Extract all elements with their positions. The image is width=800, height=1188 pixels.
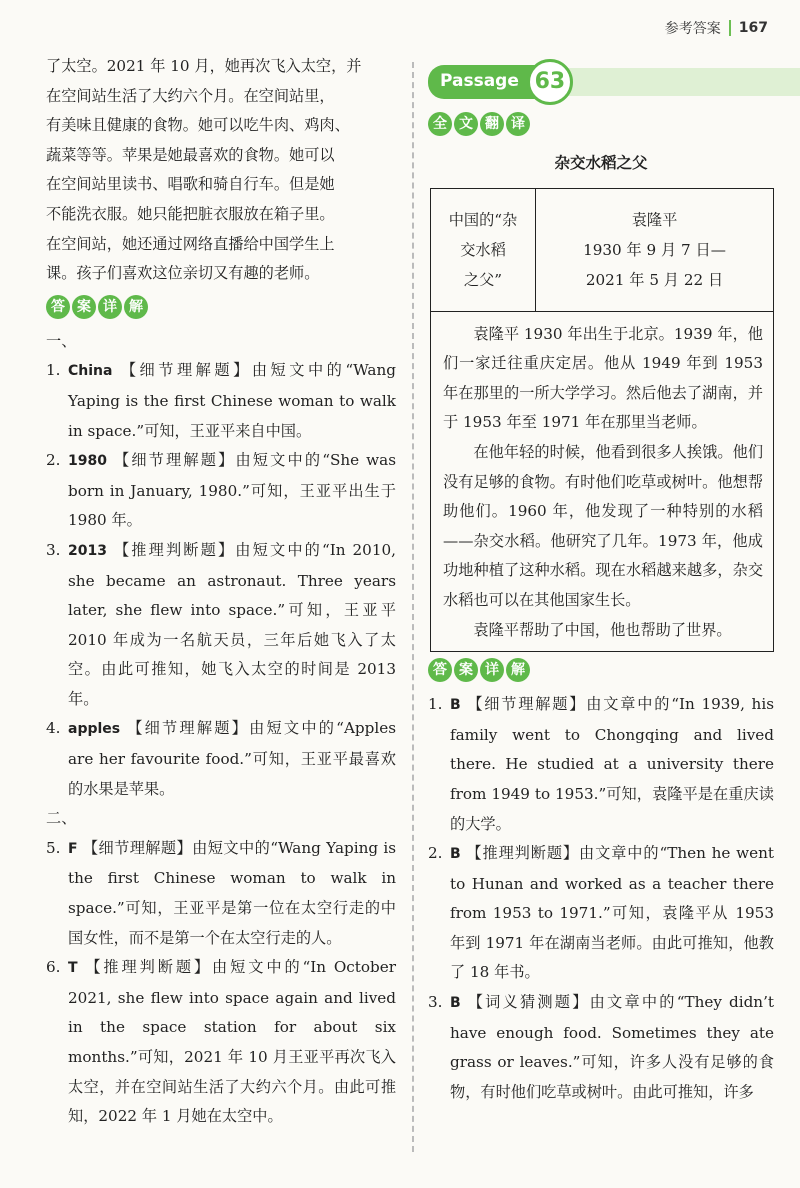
header-divider	[729, 20, 731, 36]
box-header-left	[431, 189, 536, 311]
tag-char: 解	[506, 658, 530, 682]
box-left-line: 交水稻	[460, 240, 506, 259]
part-heading: 一、	[46, 331, 77, 350]
translation-tag	[428, 112, 530, 136]
box-header-right	[536, 189, 773, 311]
tag-char: 答	[428, 658, 452, 682]
item-explanation: 【细节理解题】由短文中的“Apples are her favourite food.”可知，王亚平最喜欢的水果是苹果。	[68, 719, 396, 798]
item-number: 4.	[46, 719, 61, 738]
item-number: 2.	[46, 451, 61, 470]
box-body	[431, 312, 773, 652]
tag-char: 全	[428, 112, 452, 136]
tag-char: 详	[98, 295, 122, 319]
translation-title: 杂交水稻之父	[554, 153, 648, 172]
text-line: 在空间站生活了大约六个月。在空间站里，	[46, 86, 335, 105]
text-line: 在空间站里读书、唱歌和骑自行车。但是她	[46, 175, 335, 194]
answer-item	[46, 714, 396, 804]
tag-char: 案	[454, 658, 478, 682]
passage-number: 63	[527, 59, 573, 105]
item-number: 3.	[46, 540, 61, 559]
item-explanation: 【推理判断题】由短文中的“In October 2021, she flew into space again and lived in the space station for about six months.”可知，2021 年 10 月王亚平再次飞入太空，并在空间站生活了大约六个月。由此可推知，2022 年 1 月她在太空中。	[68, 958, 397, 1126]
item-number: 3.	[428, 993, 443, 1012]
item-answer: 1980	[68, 453, 107, 470]
answer-item	[428, 988, 774, 1107]
answer-explanation-tag	[428, 658, 530, 682]
answer-item	[428, 839, 774, 988]
tag-char: 答	[46, 295, 70, 319]
item-answer: 2013	[68, 542, 107, 559]
part-heading: 二、	[46, 809, 77, 828]
item-explanation: 【细节理解题】由短文中的“Wang Yaping is the first Chinese woman to walk in space.”可知，王亚平来自中国。	[68, 361, 396, 440]
item-number: 6.	[46, 958, 61, 977]
text-line: 蔬菜等等。苹果是她最喜欢的食物。她可以	[46, 145, 335, 164]
item-explanation: 【细节理解题】由短文中的“She was born in January, 1980.”可知，王亚平出生于 1980 年。	[68, 451, 396, 530]
column-divider	[412, 62, 414, 1152]
item-number: 1.	[428, 695, 443, 714]
answer-item	[46, 446, 396, 536]
right-column	[428, 62, 774, 1107]
box-right-line: 1930 年 9 月 7 日—	[583, 240, 726, 259]
tag-char: 翻	[480, 112, 504, 136]
item-answer: China	[68, 363, 113, 380]
left-column	[46, 52, 396, 1132]
text-line: 了太空。2021 年 10 月，她再次飞入太空，并	[46, 57, 362, 75]
text-line: 课。孩子们喜欢这位亲切又有趣的老师。	[46, 264, 320, 283]
item-answer: apples	[68, 721, 121, 738]
text-line: 有美味且健康的食物。她可以吃牛肉、鸡肉、	[46, 116, 350, 135]
text-line: 在空间站，她还通过网络直播给中国学生上	[46, 234, 335, 253]
text-line: 不能洗衣服。她只能把脏衣服放在箱子里。	[46, 204, 335, 223]
item-number: 5.	[46, 838, 61, 857]
tag-char: 详	[480, 658, 504, 682]
passage-label: Passage	[428, 65, 553, 99]
answer-explanation-tag	[46, 295, 148, 319]
answer-item	[46, 356, 396, 446]
passage-banner	[428, 62, 774, 102]
tag-char: 解	[124, 295, 148, 319]
item-answer: B	[450, 995, 461, 1012]
page-header	[665, 18, 768, 38]
paragraph: 袁隆平帮助了中国，他也帮助了世界。	[473, 620, 732, 639]
paragraph: 在他年轻的时候，他看到很多人挨饿。他们没有足够的食物。有时他们吃草或树叶。他想帮助他们。1960 年，他发现了一种特别的水稻——杂交水稻。他研究了几年。1973 年，他成功地种植了这种水稻。现在水稻越来越多，杂交水稻也可以在其他国家生长。	[443, 442, 763, 609]
answer-item	[46, 953, 396, 1132]
item-answer: B	[450, 697, 461, 714]
box-right-line: 2021 年 5 月 22 日	[585, 270, 724, 289]
item-answer: F	[68, 840, 78, 857]
intro-text	[46, 52, 396, 289]
box-left-line: 之父”	[463, 270, 503, 289]
paragraph: 袁隆平 1930 年出生于北京。1939 年，他们一家迁往重庆定居。他从 1949 年到 1953 年在那里的一所大学学习。然后他去了湖南，并于 1953 年至 1971 年在那里当老师。	[443, 324, 763, 432]
box-left-line: 中国的“杂	[448, 210, 518, 229]
page-number: 167	[738, 20, 768, 36]
section-title: 参考答案	[664, 21, 721, 37]
answer-item	[428, 690, 774, 839]
item-explanation: 【词义猜测题】由文章中的“They didn’t have enough food. Sometimes they ate grass or leaves.”可知，许多人没有足够的食物，有时他们吃草或树叶。由此可推知，许多	[450, 993, 775, 1101]
answer-item	[46, 536, 396, 715]
box-right-line: 袁隆平	[631, 210, 678, 229]
item-answer: T	[68, 960, 78, 977]
box-header	[431, 189, 773, 312]
item-explanation: 【推理判断题】由文章中的“Then he went to Hunan and worked as a teacher there from 1953 to 1971.”可知，袁隆平从 1953 年到 1971 年在湖南当老师。由此可推知，他教了 18 年书。	[450, 844, 774, 982]
item-explanation: 【推理判断题】由短文中的“In 2010, she became an astronaut. Three years later, she flew into space.”可知，王亚平 2010 年成为一名航天员，三年后她飞入了太空。由此可推知，她飞入太空的时间是 2013 年。	[68, 540, 396, 708]
tag-char: 译	[506, 112, 530, 136]
answer-item	[46, 834, 396, 953]
item-number: 1.	[46, 361, 61, 380]
tag-char: 案	[72, 295, 96, 319]
item-number: 2.	[428, 844, 443, 863]
item-explanation: 【细节理解题】由短文中的“Wang Yaping is the first Chinese woman to walk in space.”可知，王亚平是第一位在太空行走的中国女性，而不是第一个在太空行走的人。	[68, 838, 397, 947]
item-explanation: 【细节理解题】由文章中的“In 1939, his family went to Chongqing and lived there. He studied at a university there from 1949 to 1953.”可知，袁隆平是在重庆读的大学。	[450, 695, 774, 833]
tag-char: 文	[454, 112, 478, 136]
item-answer: B	[450, 846, 461, 863]
translation-box	[430, 188, 774, 653]
